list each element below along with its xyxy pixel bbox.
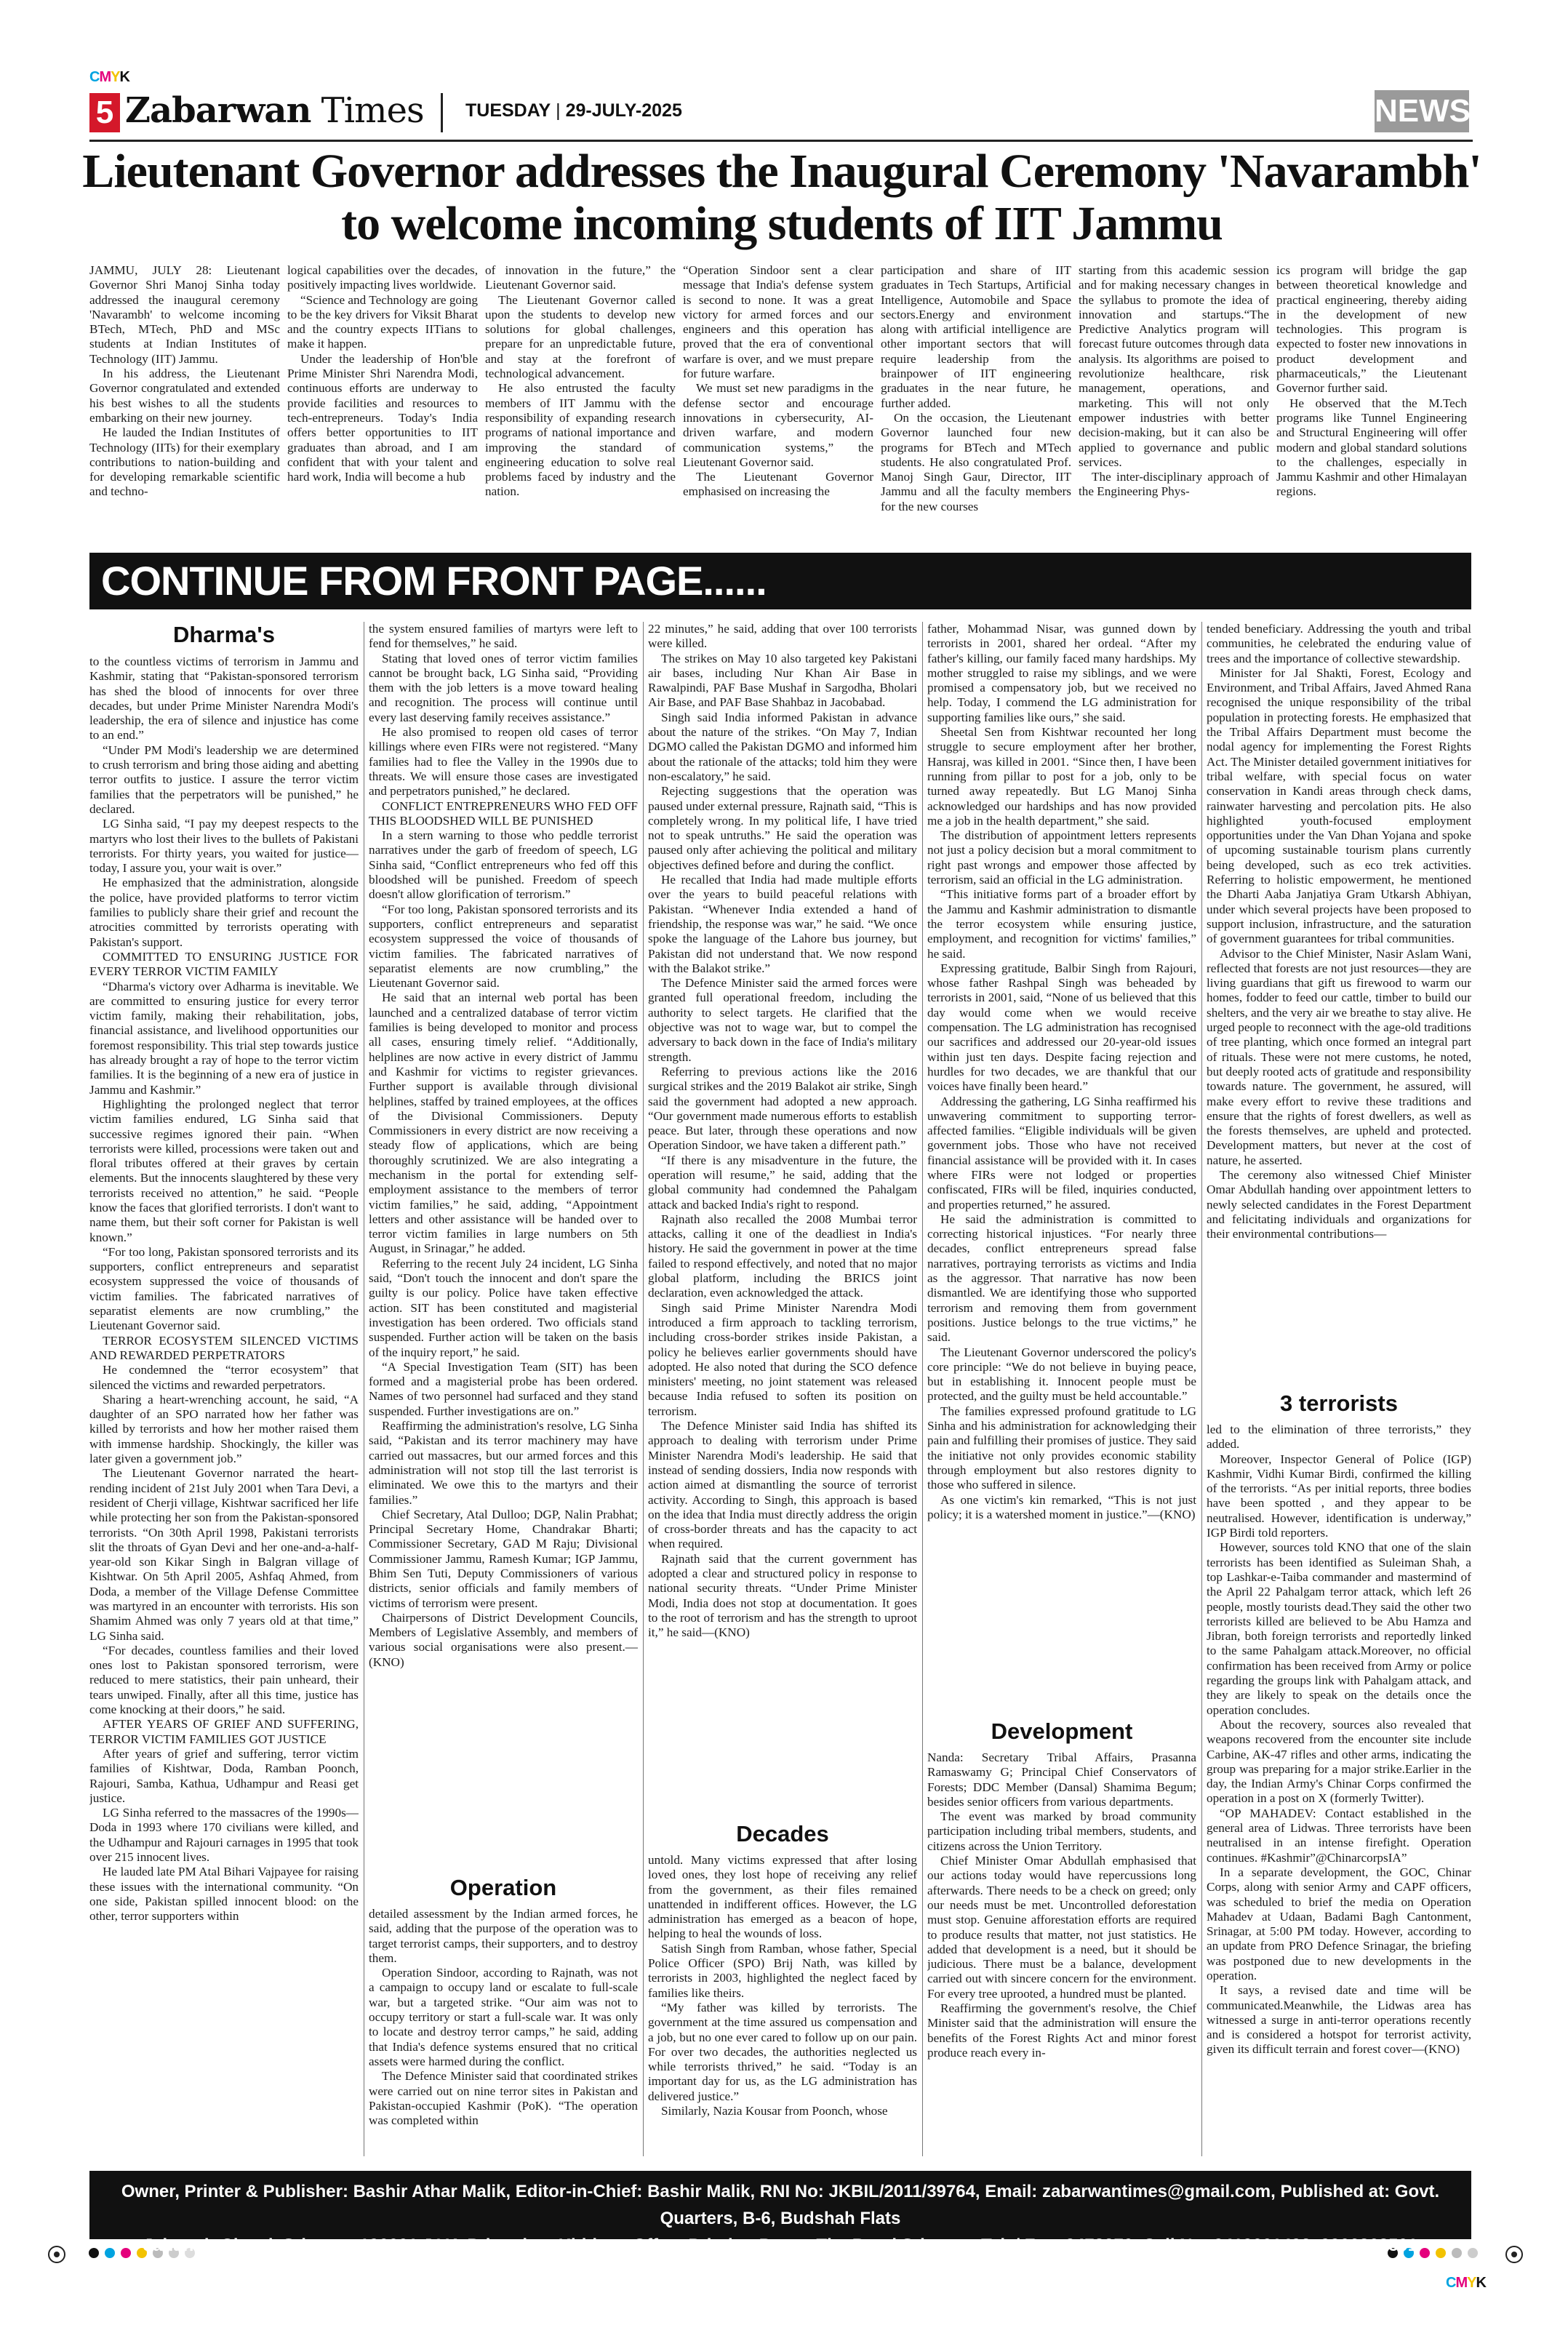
- paragraph: Singh said India informed Pakistan in advance about the nature of the strikes. “On May 7, Indian DGMO called the Pakistan DGMO and informed him about the rationale of the attacks; told him they were non-escalatory,” he said.: [648, 710, 917, 783]
- paragraph: Satish Singh from Ramban, whose father, Special Police Officer (SPO) Brij Nath, was killed by terrorists in 2003, highlighted the neglect faced by families like theirs.: [648, 1941, 917, 2000]
- story-column-4: [683, 263, 873, 540]
- paragraph: Singh said Prime Minister Narendra Modi introduced a firm approach to tackling terrorism, including cross-border strikes inside Pakistan, a policy he believes earlier governments should have adopted. He also noted that during the SCO defence ministers' meeting, no joint statement was released because India refused to soften its position on terrorism.: [648, 1300, 917, 1418]
- column-rule: [1201, 622, 1202, 2156]
- main-headline: Lieutenant Governor addresses the Inaugural Ceremony 'Navarambh' to welcome incoming students of IIT Jammu: [82, 145, 1481, 250]
- paragraph: About the recovery, sources also revealed that weapons recovered from the encounter site include Carbine, AK-47 rifles and other arms, indicating the group was preparing for a major strike.Earlier in the day, the Indian Army's Chinar Corps confirmed the operation in a post on X (formerly Twitter).: [1207, 1717, 1471, 1806]
- paragraph: The Defence Minister said that coordinated strikes were carried out on nine terror sites in Pakistan and Pakistan-occupied Kashmir (PoK). “The operation was completed within: [369, 2069, 638, 2128]
- paragraph: The families expressed profound gratitude to LG Sinha and his administration for acknowledging their pain and fulfilling their promises of justice. They said the initiative not only provides economic stability through employment but also restores dignity to those who suffered in silence.: [927, 1404, 1196, 1492]
- continued-column-5b: [1207, 1422, 1471, 2156]
- paragraph: Advisor to the Chief Minister, Nasir Aslam Wani, reflected that forests are not just resources—they are living guardians that gift us firewood to warm our homes, fodder to feed our cattle, timber to build our shelters, and the very air we breathe to stay alive. He urged people to reconnect with the age-old traditions of tree planting, which once formed an integral part of rituals. These were not mere customs, he noted, but deeply rooted acts of gratitude and responsibility towards nature. The government, he assured, will make every effort to revive these traditions and ensure that the rights of forest dwellers, as well as the forests themselves, are upheld and protected. Development matters, but never at the cost of nature, he asserted.: [1207, 946, 1471, 1167]
- paragraph: In his address, the Lieutenant Governor congratulated and extended his best wishes to all the students embarking on their new journey.: [89, 367, 280, 425]
- paragraph: Stating that loved ones of terror victim families cannot be brought back, LG Sinha said, “Providing them with the job letters is a move toward healing and recognition. The process will continue until every last deserving family receives assistance.”: [369, 651, 638, 724]
- paragraph: He also entrusted the faculty members of IIT Jammu with the responsibility of expanding research programs of national importance and improving the standard of engineering education to solve real problems faced by industry and the nation.: [485, 381, 676, 499]
- continued-column-4: [927, 622, 1196, 1713]
- paragraph: untold. Many victims expressed that after losing loved ones, they lost hope of receiving any relief from the government, as their files remained unattended in indifferent offices. However, the LG administration has emerged as a beacon of hope, helping to heal the wounds of loss.: [648, 1853, 917, 1941]
- registration-mark-right: [1505, 2246, 1523, 2263]
- paragraph: “For too long, Pakistan sponsored terrorists and its supporters, conflict entrepreneurs and separatist ecosystem suppressed the voice of thousands of victim families. The fabricated narratives of separatist elements are now crumbling,” the Lieutenant Governor said.: [89, 1244, 359, 1333]
- paragraph: The distribution of appointment letters represents not just a policy decision but a moral commitment to right past wrongs and empower those affected by terrorism, said an official in the LG administration.: [927, 828, 1196, 887]
- section-head-decades: Decades: [736, 1821, 829, 1846]
- paragraph: Reaffirming the administration's resolve, LG Sinha said, “Pakistan and its terror machinery may have carried out massacres, but our armed forces and this administration will not stop till the last terrorist is eliminated. We owe this to the martyrs and their families.”: [369, 1419, 638, 1507]
- paragraph: Chief Secretary, Atal Dulloo; DGP, Nalin Prabhat; Principal Secretary Home, Chandrakar Bharti; Commissioner Secretary, GAD M Raju; Divisional Commissioner Jammu, Ramesh Kumar; IGP Jammu, Bhim Sen Tuti, Deputy Commissioners of various districts, senior officials and family members of victims of terrorism were present.: [369, 1507, 638, 1610]
- paragraph: Chairpersons of District Development Councils, Members of Legislative Assembly, and members of various social organisations were also present.—(KNO): [369, 1610, 638, 1669]
- paragraph: He lauded the Indian Institutes of Technology (IITs) for their exemplary contributions to nation-building and for developing remarkable scientific and techno-: [89, 425, 280, 499]
- paragraph: of innovation in the future,” the Lieutenant Governor said.: [485, 263, 676, 292]
- paragraph: The inter-disciplinary approach of the Engineering Phys-: [1079, 470, 1269, 499]
- paragraph: led to the elimination of three terrorists,” they added.: [1207, 1422, 1471, 1452]
- paragraph: participation and share of IIT graduates in Tech Startups, Artificial Intelligence, Automobile and Space sectors.Energy and environment along with artificial intelligence are other important sectors that will require leadership from the brainpower of IIT engineering graduates in the near future, he further added.: [881, 263, 1071, 410]
- paragraph: Rejecting suggestions that the operation was paused under external pressure, Rajnath said, “This is completely wrong. In my political life, I have tried not to speak untruths.” He said the operation was paused only after achieving the political and military objectives defined before and during the conflict.: [648, 784, 917, 872]
- paragraph: Reaffirming the government's resolve, the Chief Minister said that the administration will ensure the benefits of the Forest Rights Act and minor forest produce reach every in-: [927, 2001, 1196, 2060]
- continued-column-2: [369, 622, 638, 1868]
- paragraph: AFTER YEARS OF GRIEF AND SUFFERING, TERROR VICTIM FAMILIES GOT JUSTICE: [89, 1717, 359, 1746]
- imprint-line-2: Jahangir Chowk Srinagar-190001 J&K, Printed at: Khidmat Offset Printing Press, The Bund Srinagar, Tele/ Fax: 2478370, Cell No: 9419001492, 9906868501: [143, 2236, 1418, 2255]
- story-column-3: [485, 263, 676, 540]
- paragraph: JAMMU, JULY 28: Lieutenant Governor Shri Manoj Sinha today addressed the inaugural ceremony 'Navarambh' to welcome incoming BTech, MTech, PhD and MSc students at Indian Institutes of Technology (IIT) Jammu.: [89, 263, 280, 366]
- masthead-separator: [441, 93, 443, 132]
- paragraph: “Under PM Modi's leadership we are determined to crush terrorism and bring those aiding and abetting terror outfits to justice. I assure the terror victim families that the perpetrators will be punished,” he declared.: [89, 743, 359, 816]
- paragraph: The strikes on May 10 also targeted key Pakistani air bases, including Nur Khan Air Base in Rawalpindi, PAF Base Mushaf in Sargodha, Bholari Air Base, and PAF Base Shahbaz in Jacobabad.: [648, 651, 917, 710]
- paragraph: Expressing gratitude, Balbir Singh from Rajouri, whose father Rashpal Singh was beheaded by terrorists in 2001, said, “None of us believed that this day would come when we would receive compensation. The LG administration has recognised our sacrifices and addressed our 20-year-old issues within just ten days. Despite facing rejection and hurdles for two decades, we are thankful that our voices have finally been heard.”: [927, 961, 1196, 1094]
- paragraph: Rajnath also recalled the 2008 Mumbai terror attacks, calling it one of the deadliest in India's history. He said the government in power at the time failed to respond effectively, and noted that no major global platform, including the BRICS joint declaration, even acknowledged the attack.: [648, 1212, 917, 1300]
- imprint-line-1: Owner, Printer & Publisher: Bashir Athar Malik, Editor-in-Chief: Bashir Malik, RNI No: JKBIL/2011/39764, Email: zabarwantimes@gmail.com, Published at: Govt. Quarters, B-6, Budshah Flats: [121, 2182, 1440, 2228]
- paragraph: Operation Sindoor, according to Rajnath, was not a campaign to occupy land or escalate to full-scale war, but a targeted strike. “Our aim was not to occupy territory or start a full-scale war. It was only to locate and destroy terror camps,” he said, adding that India's defence systems ensured that no critical assets were harmed during the conflict.: [369, 1966, 638, 2068]
- paragraph: ics program will bridge the gap between theoretical knowledge and practical engineering, thereby aiding in the development of new technologies. This program is expected to foster new innovations in product development and pharmaceuticals,” the Lieutenant Governor further said.: [1276, 263, 1467, 396]
- paragraph: starting from this academic session and for making necessary changes in the syllabus to promote the idea of innovation and startups.“The Predictive Analytics program will forecast future outcomes through data analysis. Its algorithms are poised to revolutionize healthcare, risk management, operations, and marketing. This will not only empower industries with better decision-making, but it can also be applied to governance and public services.: [1079, 263, 1269, 469]
- paragraph: “For decades, countless families and their loved ones lost to Pakistan sponsored terrorism, were reduced to mere statistics, their pain unheard, their tears unwiped. Finally, after all this time, justice has come knocking at their doors,” he said.: [89, 1643, 359, 1717]
- paragraph: “For too long, Pakistan sponsored terrorists and its supporters, conflict entrepreneurs and separatist ecosystem suppressed the voice of thousands of victim families. The fabricated narratives of separatist elements are now crumbling,” the Lieutenant Governor said.: [369, 902, 638, 991]
- story-column-7: [1276, 263, 1467, 540]
- paragraph: The Defence Minister said India has shifted its approach to dealing with terrorism under Prime Minister Narendra Modi's leadership. He said that instead of sending dossiers, India now responds with action aimed at dismantling the source of terrorist activity. According to Singh, this approach is based on the idea that India must directly address the origin of cross-border threats and has the capacity to act when required.: [648, 1419, 917, 1551]
- paragraph: However, sources told KNO that one of the slain terrorists has been identified as Suleiman Shah, a top Lashkar-e-Taiba commander and mastermind of the April 22 Pahalgam terror attack, which left 26 people, mostly tourists dead.They said the other two terrorists killed are believed to be Abu Hamza and Jibran, both foreign terrorists and reportedly linked to the same Pahalgam attack.Moreover, no official confirmation has been received from Army or police regarding the groups link with Pahalgam attack, and they are likely to speak on the details once the operation concludes.: [1207, 1540, 1471, 1717]
- newspaper-name: Zabarwan Times: [125, 90, 424, 131]
- paragraph: Under the leadership of Hon'ble Prime Minister Shri Narendra Modi, continuous efforts are underway to provide facilities and resources to tech-entrepreneurs. Today's India offers better opportunities to IIT graduates than abroad, and I am confident that with your talent and hard work, India will become a hub: [287, 351, 478, 484]
- section-head-3-terrorists: 3 terrorists: [1280, 1390, 1398, 1416]
- paragraph: CONFLICT ENTREPRENEURS WHO FED OFF THIS BLOODSHED WILL BE PUNISHED: [369, 799, 638, 828]
- column-rule: [922, 622, 923, 2156]
- paragraph: He observed that the M.Tech programs like Tunnel Engineering and Structural Engineering will offer modern and global standard solutions to the challenges, especially in Jammu Kashmir and other Himalayan regions.: [1276, 396, 1467, 499]
- paragraph: to the countless victims of terrorism in Jammu and Kashmir, stating that “Pakistan-sponsored terrorism has shed the blood of innocents for over three decades, but under Prime Minister Narendra Modi's leadership, the era of silence and injustice has come to an end.”: [89, 655, 359, 743]
- paragraph: The ceremony also witnessed Chief Minister Omar Abdullah handing over appointment letters to newly selected candidates in the Forest Department and felicitating individuals and organizations for their environmental contributions—: [1207, 1167, 1471, 1241]
- paragraph: We must set new paradigms in the defense sector and encourage innovations in cybersecurity, AI-driven warfare, and modern communication systems,” the Lieutenant Governor said.: [683, 381, 873, 469]
- continued-column-1: [89, 655, 359, 2156]
- story-column-5: [881, 263, 1071, 540]
- dateline: TUESDAY | 29-JULY-2025: [465, 100, 682, 121]
- paragraph: the system ensured families of martyrs were left to fend for themselves,” he said.: [369, 622, 638, 651]
- paragraph: TERROR ECOSYSTEM SILENCED VICTIMS AND REWARDED PERPETRATORS: [89, 1333, 359, 1362]
- paragraph: Referring to previous actions like the 2016 surgical strikes and the 2019 Balakot air strike, Singh said the government had adopted a new approach. “Our government made numerous efforts to establish peace. But later, through these operations and now Operation Sindoor, we have taken a different path.”: [648, 1064, 917, 1153]
- paragraph: He emphasized that the administration, alongside the police, have provided platforms to terror victim families to publicly share their grief and recount the atrocities committed by terrorists operating with Pakistan's support.: [89, 876, 359, 949]
- paragraph: As one victim's kin remarked, “This is not just policy; it is a watershed moment in justice.”—(KNO): [927, 1492, 1196, 1521]
- paragraph: He said that an internal web portal has been launched and a centralized database of terror victim families is being developed to monitor and process all cases, ensuring timely relief. “Additionally, helplines are now active in every district of Jammu and Kashmir for victims to register grievances. Further support is available through divisional helplines, staffed by trained employees, at the offices of the Divisional Commissioners. Deputy Commissioners in every district are now receiving a steady flow of applications, which are being thoroughly scrutinized. We are also integrating a mechanism in the portal for extending self-employment assistance to the members of terror victim families,” he said, adding, “Appointment letters and other assistance will be handed over to terror victim families in large numbers on 5th August, in Srinagar,” he added.: [369, 991, 638, 1256]
- section-head-dharmas: Dharma's: [172, 622, 276, 647]
- continued-column-5: [1207, 622, 1471, 1385]
- paragraph: The Defence Minister said the armed forces were granted full operational freedom, including the authority to select targets. He clarified that the objective was not to wage war, but to compel the adversary to back down in the face of India's military strength.: [648, 976, 917, 1064]
- continue-banner: CONTINUE FROM FRONT PAGE......: [89, 553, 1471, 609]
- continued-column-3b: [648, 1853, 917, 2156]
- continued-column-3: [648, 622, 917, 1814]
- continued-column-2b: [369, 1907, 638, 2156]
- paragraph: COMMITTED TO ENSURING JUSTICE FOR EVERY TERROR VICTIM FAMILY: [89, 949, 359, 979]
- paragraph: In a separate development, the GOC, Chinar Corps, along with senior Army and CAPF officers, was scheduled to brief the media on Operation Mahadev at Udaan, Badami Bagh Cantonment, Srinagar, at 5:00 PM today. However, according to an update from PRO Defence Srinagar, the briefing was postponed due to new developments in the operation.: [1207, 1865, 1471, 1982]
- page-number: 5: [89, 93, 120, 132]
- paragraph: Minister for Jal Shakti, Forest, Ecology and Environment, and Tribal Affairs, Javed Ahmed Rana recognised the unique responsibility of the tribal population in protecting forests. He emphasized that the Tribal Affairs Department must become the nodal agency for implementing the Forest Rights Act. The Minister detailed government initiatives for tribal welfare, with special focus on water conservation in Kandi areas through check dams, rainwater harvesting and percolation pits. He also highlighted youth-focused employment opportunities under the Van Dhan Yojana and spoke of upcoming sustainable tourism plans currently being developed, such as eco trek activities. Referring to holistic empowerment, he mentioned the Dharti Aaba Janjatiya Gram Utkarsh Abhiyan, under which several projects have been proposed to support inclusion, infrastructure, and the saturation of government guarantees for tribal communities.: [1207, 665, 1471, 946]
- paragraph: “Operation Sindoor sent a clear message that India's defense system is second to none. It was a great victory for armed forces and our engineers and this operation has proved that the era of conventional warfare is over, and we must prepare for future warfare.: [683, 263, 873, 381]
- paragraph: The Lieutenant Governor called upon the students to develop new solutions for global challenges, prepare for an unpredictable future, and stay at the forefront of technological advancement.: [485, 292, 676, 381]
- paragraph: LG Sinha said, “I pay my deepest respects to the martyrs who lost their lives to the bullets of Pakistani terrorists. For thirty years, you waited for justice—today, I assure you, your wait is over.”: [89, 817, 359, 876]
- paragraph: Addressing the gathering, LG Sinha reaffirmed his unwavering commitment to supporting terror-affected families. “Eligible individuals will be given government jobs. Those who have not received financial assistance will be provided with it. In cases where FIRs were not lodged or properties confiscated, FIRs will be filed, inquiries conducted, and properties returned,” he assured.: [927, 1094, 1196, 1212]
- paragraph: “If there is any misadventure in the future, the operation will resume,” he said, adding that the global community had condemned the Pahalgam attack and backed India's right to respond.: [648, 1153, 917, 1212]
- paragraph: He also promised to reopen old cases of terror killings where even FIRs were not registered. “Many families had to flee the Valley in the 1990s due to threats. We will ensure those cases are investigated and perpetrators punished,” he declared.: [369, 725, 638, 799]
- paragraph: “This initiative forms part of a broader effort by the Jammu and Kashmir administration to dismantle the terror ecosystem while ensuring justice, employment, and recognition for victims' families,” he said.: [927, 887, 1196, 961]
- paragraph: detailed assessment by the Indian armed forces, he said, adding that the purpose of the operation was to target terrorist camps, their supporters, and to destroy them.: [369, 1907, 638, 1965]
- masthead-rule: [89, 140, 1473, 142]
- paragraph: Chief Minister Omar Abdullah emphasised that our actions today would have repercussions long afterwards. There needs to be a check on greed; only our needs must be met. Uncontrolled deforestation must stop. Genuine afforestation efforts are required to produce results that matter, not just statistics. He added that development is a need, but it should be judicious. There must be a balance, development carried out with sincere concern for the environment. For every tree uprooted, a hundred must be planted.: [927, 1854, 1196, 2001]
- paragraph: LG Sinha referred to the massacres of the 1990s—Doda in 1993 where 170 civilians were killed, and the Udhampur and Rajouri carnages in 1995 that took over 215 innocent lives.: [89, 1806, 359, 1865]
- paragraph: Highlighting the prolonged neglect that terror victim families endured, LG Sinha said that successive regimes ignored their pain. “When terrorists were killed, processions were taken out and floral tributes offered at their graves by certain elements. But the innocents slaughtered by these very terrorists received no attention,” he said. “People know the faces that glorified terrorists. I don't want to name them, but their soft corner for Pakistan is well known.”: [89, 1097, 359, 1244]
- paragraph: Referring to the recent July 24 incident, LG Sinha said, “Don't touch the innocent and don't spare the guilty is our policy. Police have taken effective action. SIT has been constituted and magisterial investigation has been ordered. Two officials stand suspended. Further action will be taken on the basis of the inquiry report,” he said.: [369, 1256, 638, 1359]
- paragraph: The Lieutenant Governor emphasised on increasing the: [683, 470, 873, 499]
- paragraph: “OP MAHADEV: Contact established in the general area of Lidwas. Three terrorists have been neutralised in an intense firefight. Operation continues. #Kashmir”@ChinarcorpsIA”: [1207, 1806, 1471, 1865]
- paragraph: He condemned the “terror ecosystem” that silenced the victims and rewarded perpetrators.: [89, 1363, 359, 1392]
- paragraph: “Science and Technology are going to be the key drivers for Viksit Bharat and the country expects IITians to make it happen.: [287, 292, 478, 351]
- paragraph: He said the administration is committed to correcting historical injustices. “For nearly three decades, conflict entrepreneurs spread false narratives, portraying terrorists as victims and India as the aggressor. That narrative has now been dismantled. We are identifying those who supported terrorism and removing them from government positions. Justice belongs to the true victims,” he said.: [927, 1212, 1196, 1345]
- paragraph: Rajnath said that the current government has adopted a clear and structured policy in response to national security threats. “Under Prime Minister Modi, India does not stop at documentation. It goes to the root of terrorism and has the strength to uproot it,” he said—(KNO): [648, 1551, 917, 1640]
- imprint-footer: [89, 2171, 1471, 2255]
- paragraph: logical capabilities over the decades, positively impacting lives worldwide.: [287, 263, 478, 292]
- paragraph: father, Mohammad Nisar, was gunned down by terrorists in 2001, shared her ordeal. “After my father's killing, our family faced many hardships. My mother struggled to raise my siblings, and we were promised a compensatory job, but we received no help. Today, I commend the LG administration for supporting families like ours,” she said.: [927, 622, 1196, 724]
- paragraph: 22 minutes,” he said, adding that over 100 terrorists were killed.: [648, 622, 917, 651]
- paragraph: “Dharma's victory over Adharma is inevitable. We are committed to ensuring justice for every terror victim family, making their rehabilitation, jobs, financial assistance, and livelihood opportunities our foremost responsibility. This trial step towards justice has already brought a ray of hope to the terror victim families. It is the beginning of a new era of justice in Jammu and Kashmir.”: [89, 979, 359, 1097]
- paragraph: tended beneficiary. Addressing the youth and tribal communities, he celebrated the enduring value of trees and the importance of collective stewardship.: [1207, 622, 1471, 665]
- paragraph: The Lieutenant Governor narrated the heart-rending incident of 21st July 2001 when Tara Devi, a resident of Cherji village, Kishtwar sacrificed her life while protecting her son from the Pakistan-sponsored terrorists. “On 30th April 1998, Pakistani terrorists slit the throats of Gyan Devi and her one-and-a-half-year-old son Kikar Singh in Balgran village of Kishtwar. On 5th April 2005, Ashfaq Ahmed, from Doda, a member of the Village Defense Committee was martyred in an encounter with terrorists. His son Shamim Ahmed was only 7 years old at that time,” LG Sinha said.: [89, 1466, 359, 1643]
- cmyk-mark-bottom: CMYK: [1446, 2275, 1486, 2291]
- paragraph: It says, a revised date and time will be communicated.Meanwhile, the Lidwas area has witnessed a surge in anti-terror operations recently and is considered a hotspot for terrorist activity, given its difficult terrain and forest cover—(KNO): [1207, 1983, 1471, 2057]
- column-rule: [643, 622, 644, 2156]
- paragraph: He lauded late PM Atal Bihari Vajpayee for raising these issues with the international community. “On one side, Pakistan spilled innocent blood: on the other, terror supporters within: [89, 1865, 359, 1924]
- paragraph: After years of grief and suffering, terror victim families of Kishtwar, Doda, Ramban Poonch, Rajouri, Samba, Kathua, Udhampur and Reasi get justice.: [89, 1746, 359, 1805]
- paragraph: Similarly, Nazia Kousar from Poonch, whose: [661, 2104, 888, 2118]
- paragraph: Sheetal Sen from Kishtwar recounted her long struggle to secure employment after her brother, Hansraj, was killed in 2001. “Since then, I have been running from pillar to post for a job, only to be turned away repeatedly. But LG Manoj Sinha acknowledged our hardships and has now provided me a job in the health department,” she said.: [927, 725, 1196, 828]
- story-column-6: [1079, 263, 1269, 540]
- story-column-2: [287, 263, 478, 540]
- section-head-development: Development: [991, 1718, 1133, 1744]
- paragraph: Nanda: Secretary Tribal Affairs, Prasanna Ramaswamy G; Principal Chief Conservators of Forests; DDC Member (Dansal) Shamima Begum; besides senior officers from various departments.: [927, 1750, 1196, 1809]
- section-label: NEWS: [1375, 90, 1469, 132]
- registration-mark-left: [48, 2246, 65, 2263]
- story-column-1: [89, 263, 280, 540]
- paragraph: He recalled that India had made multiple efforts over the years to build peaceful relations with Pakistan. “Whenever India extended a hand of friendship, the response was war,” he said. “We once spoke the language of the Lahore bus journey, but Pakistan did not understand that. We now respond with the Balakot strike.”: [648, 873, 917, 975]
- paragraph: In a stern warning to those who peddle terrorist narratives under the garb of freedom of speech, LG Sinha said, “Conflict entrepreneurs who fed off this bloodshed will be punished. Freedom of speech doesn't allow glorification of terrorism.”: [369, 828, 638, 902]
- paragraph: The Lieutenant Governor underscored the policy's core principle: “We do not believe in buying peace, but in establishing it. Innocent people must be protected, and the guilty must be held accountable.”: [927, 1345, 1196, 1404]
- paragraph: “A Special Investigation Team (SIT) has been formed and a magisterial probe has been ordered. Names of two personnel had surfaced and they stand suspended. Further investigations are on.”: [369, 1359, 638, 1418]
- paragraph: Sharing a heart-wrenching account, he said, “A daughter of an SPO narrated how her father was killed by terrorists and how her mother raised them with immense hardship. Shockingly, the killer was later given a government job.”: [89, 1392, 359, 1466]
- section-head-operation: Operation: [449, 1875, 557, 1900]
- paragraph: On the occasion, the Lieutenant Governor launched four new programs for BTech and MTech students. He also congratulated Prof. Manoj Singh Gaur, Director, IIT Jammu and all the faculty members for the new courses: [881, 410, 1071, 513]
- cmyk-mark-top: CMYK: [89, 69, 129, 85]
- continued-column-4b: [927, 1750, 1196, 2156]
- paragraph: The event was marked by broad community participation including tribal members, students, and citizens across the Union Territory.: [927, 1809, 1196, 1853]
- paragraph: “My father was killed by terrorists. The government at the time assured us compensation and a job, but no one ever cared to follow up on our pain. For over two decades, the authorities neglected us while terrorists thrived,” he said. “Today is an important day for us, as the LG administration has delivered justice.”: [648, 2000, 917, 2103]
- paragraph: Moreover, Inspector General of Police (IGP) Kashmir, Vidhi Kumar Birdi, confirmed the killing of the terrorists. “As per initial reports, three bodies have been spotted , and they appear to be neutralised. However, identification is underway,” IGP Birdi told reporters.: [1207, 1452, 1471, 1540]
